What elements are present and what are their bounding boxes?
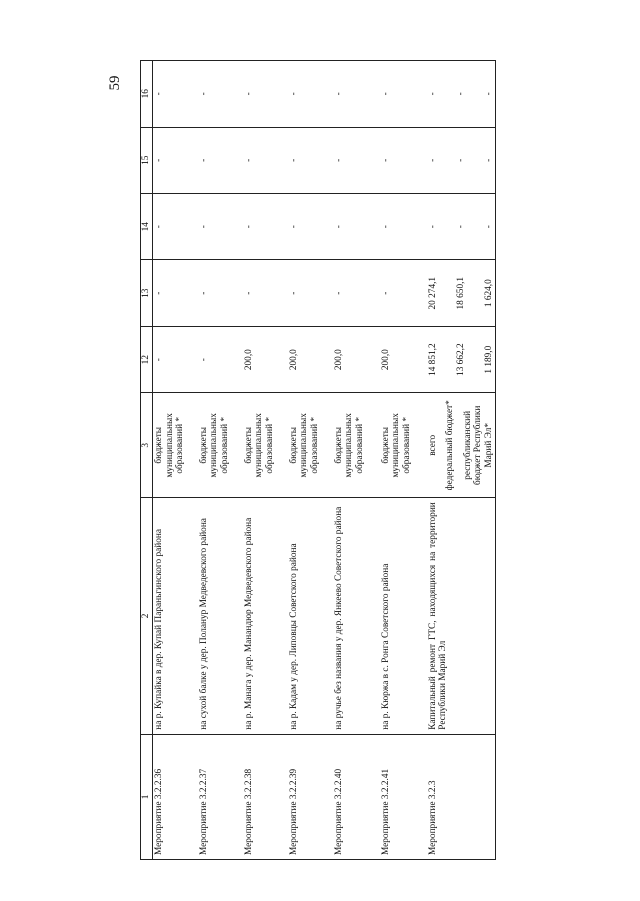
- col-header: 15: [141, 127, 153, 193]
- value-c15-cell: [427, 127, 496, 193]
- measure-id: Мероприятие 3.2.2.40: [333, 734, 380, 859]
- funding-source: бюджеты муниципальных образований *: [198, 393, 243, 498]
- value-c15: -: [380, 127, 427, 193]
- value-c12: 200,0: [380, 326, 427, 392]
- value-c15: -: [455, 158, 466, 162]
- value-c16: -: [198, 61, 243, 128]
- value-c14: -: [455, 225, 466, 229]
- value-c13: -: [380, 260, 427, 326]
- rotated-table-frame: [140, 60, 525, 860]
- measure-description: на р. Кюржа в с. Ронга Советского района: [380, 498, 427, 735]
- budget-table: [140, 60, 496, 860]
- value-c13-cell: [427, 260, 496, 326]
- header-row: [141, 61, 153, 860]
- value-c16: -: [243, 61, 288, 128]
- value-c16: -: [288, 61, 333, 128]
- col-header: 16: [141, 61, 153, 128]
- table-row: [198, 61, 243, 860]
- value-c13: -: [333, 260, 380, 326]
- value-c14: -: [153, 193, 198, 259]
- value-c15: -: [483, 158, 494, 162]
- funding-source: бюджеты муниципальных образований *: [333, 393, 380, 498]
- table-row: [333, 61, 380, 860]
- value-c14: -: [288, 193, 333, 259]
- value-c14: -: [483, 225, 494, 229]
- value-c13: -: [243, 260, 288, 326]
- measure-description: на сухой балке у дер. Поланур Медведевского района: [198, 498, 243, 735]
- value-c12: 200,0: [288, 326, 333, 392]
- funding-source: бюджеты муниципальных образований *: [380, 393, 427, 498]
- measure-description: на р. Купайка в дер. Купай Параньгинского района: [153, 498, 198, 735]
- table-row: [153, 61, 198, 860]
- value-c15: -: [333, 127, 380, 193]
- value-c13: 18 650,1: [455, 276, 466, 310]
- col-header: 14: [141, 193, 153, 259]
- value-c13: -: [153, 260, 198, 326]
- value-c12: 200,0: [243, 326, 288, 392]
- measure-id: Мероприятие 3.2.2.37: [198, 734, 243, 859]
- page-number: 59: [107, 75, 123, 91]
- measure-description: на р. Кадам у дер. Липовцы Советского района: [288, 498, 333, 735]
- measure-description: Капитальный ремонт ГТС, находящихся на территории Республики Марий Эл: [427, 498, 496, 735]
- value-c14-cell: [427, 193, 496, 259]
- table-row: [288, 61, 333, 860]
- measure-id: Мероприятие 3.2.3: [427, 734, 496, 859]
- measure-id: Мероприятие 3.2.2.36: [153, 734, 198, 859]
- value-c15: -: [288, 127, 333, 193]
- value-c16: -: [153, 61, 198, 128]
- value-c12-cell: [427, 326, 496, 392]
- value-c12: 14 851,2: [427, 343, 438, 376]
- value-c13: 1 624,0: [483, 279, 494, 308]
- value-c12: 13 662,2: [455, 343, 466, 376]
- value-c16-cell: [427, 61, 496, 128]
- measure-id: Мероприятие 3.2.2.41: [380, 734, 427, 859]
- value-c16: -: [483, 92, 494, 96]
- funding-source: бюджеты муниципальных образований *: [153, 393, 198, 498]
- value-c13: -: [198, 260, 243, 326]
- value-c16: -: [380, 61, 427, 128]
- value-c12: 1 189,0: [483, 345, 494, 374]
- measure-description: на ручье без названия у дер. Янкеево Советского района: [333, 498, 380, 735]
- value-c15: -: [153, 127, 198, 193]
- value-c12: 200,0: [333, 326, 380, 392]
- measure-id: Мероприятие 3.2.2.38: [243, 734, 288, 859]
- value-c12: -: [153, 326, 198, 392]
- value-c16: -: [333, 61, 380, 128]
- measure-description: на р. Манага у дер. Манандюр Медведевского района: [243, 498, 288, 735]
- col-header: 12: [141, 326, 153, 392]
- value-c15: -: [198, 127, 243, 193]
- funding-source: бюджеты муниципальных образований *: [243, 393, 288, 498]
- value-c13: -: [288, 260, 333, 326]
- value-c14: -: [333, 193, 380, 259]
- value-c12: -: [198, 326, 243, 392]
- value-c14: -: [427, 225, 438, 229]
- value-c16: -: [427, 92, 438, 96]
- value-c14: -: [380, 193, 427, 259]
- measure-id: Мероприятие 3.2.2.39: [288, 734, 333, 859]
- table-row: [427, 61, 496, 860]
- value-c16: -: [455, 92, 466, 96]
- funding-source: республиканский бюджет Республики Марий Эл*: [462, 405, 494, 485]
- col-header: 13: [141, 260, 153, 326]
- value-c14: -: [243, 193, 288, 259]
- col-header: 3: [141, 393, 153, 498]
- col-header: 2: [141, 498, 153, 735]
- table-row: [243, 61, 288, 860]
- funding-source-cell: [427, 393, 496, 498]
- funding-source: федеральный бюджет*: [445, 400, 456, 491]
- value-c15: -: [427, 158, 438, 162]
- table-row: [380, 61, 427, 860]
- col-header: 1: [141, 734, 153, 859]
- value-c15: -: [243, 127, 288, 193]
- value-c13: 20 274,1: [427, 276, 438, 310]
- value-c14: -: [198, 193, 243, 259]
- funding-source: всего: [427, 434, 438, 456]
- funding-source: бюджеты муниципальных образований *: [288, 393, 333, 498]
